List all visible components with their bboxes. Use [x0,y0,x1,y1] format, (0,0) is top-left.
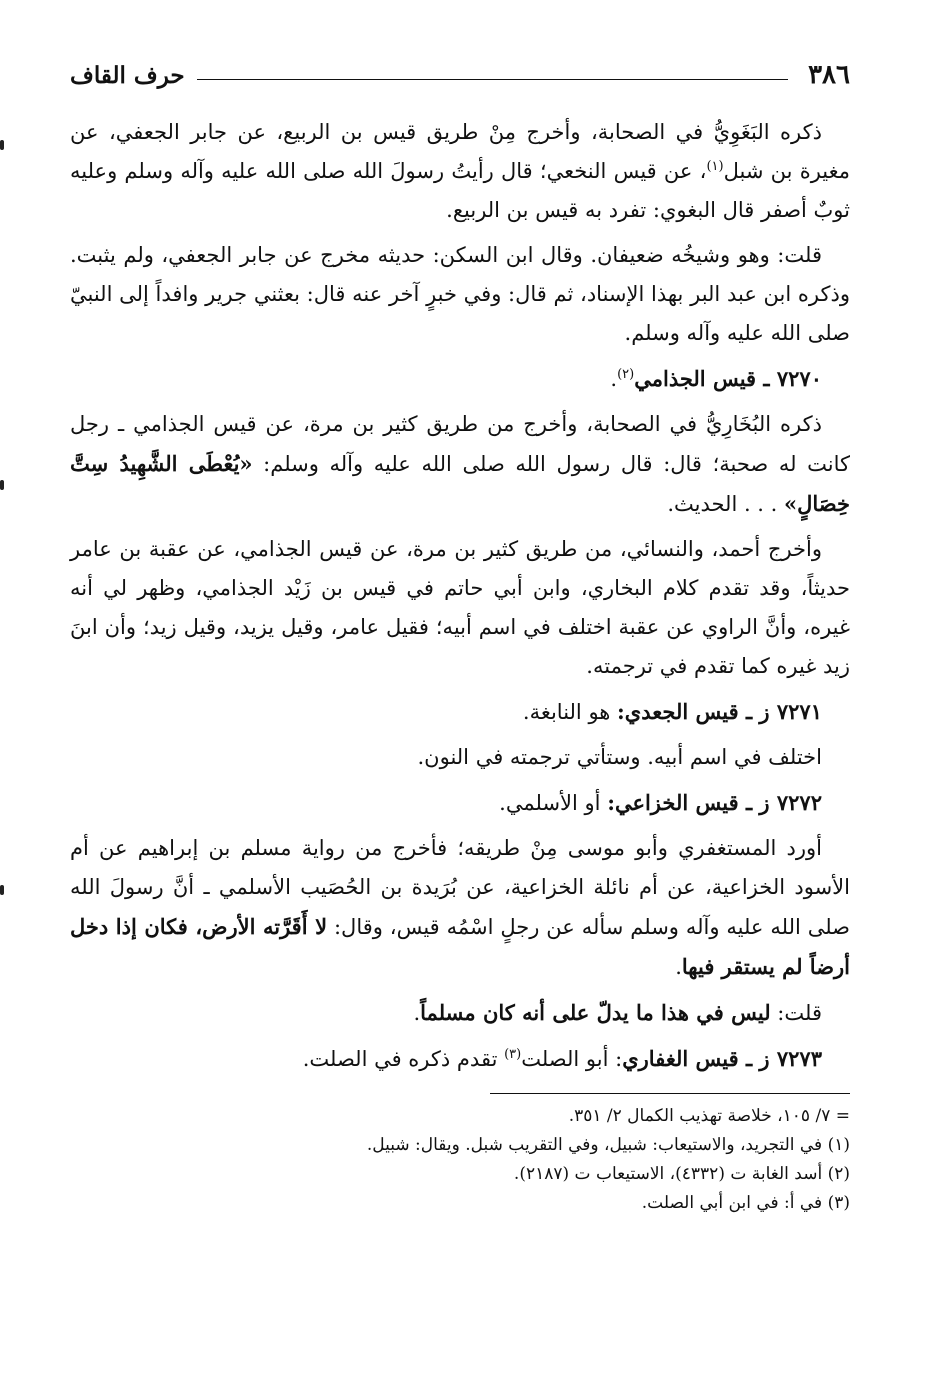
chapter-title: حرف القاف [70,61,185,89]
book-page [70,55,850,1218]
paragraph: قلت: وهو وشيخُه ضعيفان. وقال ابن السكن: حديثه مخرج عن جابر الجعفي، ولم يثبت. وذكره ابن عبد البر بهذا الإسناد، ثم قال: وفي خبرٍ آخر عنه قال: بعثني جرير وافداً إلى النبيّ صلى الله عليه وآله وسلم. [70,243,850,345]
footnote-ref: (١) [706,159,724,174]
footnote-rule [490,1093,850,1094]
footnote: (٢) أسد الغابة ت (٤٣٣٢)، الاستيعاب ت (٢١٨٧). [513,1164,850,1184]
main-text [70,113,850,1079]
footnote-ref: (٣) [504,1047,522,1062]
paragraph-text: ذكره البَغَوِيُّ في الصحابة، وأخرج مِنْ طريق قيس بن الربيع، عن جابر الجعفي، عن مغيرة بن شبل [70,120,851,183]
header-rule [197,79,788,80]
entry-heading [70,692,850,732]
page-number: ٣٨٦ [808,60,850,90]
footnotes [70,1093,850,1218]
margin-mark [0,480,4,490]
paragraph-text: أورد المستغفري وأبو موسى مِنْ طريقه؛ فأخرج من رواية مسلم بن إبراهيم عن أم الأسود الخزاعية، عن أم نائلة الخزاعية، عن بُرَيدة بن الحُصَيب الأسلمي ـ أنَّ رسولَ الله صلى الله عليه وآله وسلم سأله عن رجلٍ اسْمُه قيس، وقال: [70,836,850,939]
margin-mark [0,140,4,150]
paragraph [70,405,850,524]
paragraph: اختلف في اسم أبيه. وستأتي ترجمته في النون. [417,745,822,769]
entry-title: ٧٢٧٠ ـ قيس الجذامي [634,366,822,391]
paragraph-text: . [675,955,682,979]
entry-tail: تقدم ذكره في الصلت. [302,1047,505,1071]
entry-text: : أبو الصلت [521,1047,623,1071]
entry-title: ٧٢٧٢ ز ـ قيس الخزاعي: [607,790,822,815]
hadith-quote: «يُعْطَى الشَّهِيدُ سِتَّ خِصَالٍ» [70,451,850,516]
running-header [70,55,850,95]
paragraph-text: ، عن قيس النخعي؛ قال رأيتُ رسولَ الله صلى الله عليه وآله وسلم وعليه ثوبٌ أصفر قال البغوي: تفرد به قيس بن الربيع. [70,159,850,222]
paragraph-text: ذكره البُخَارِيُّ في الصحابة، وأخرج من طريق كثير بن مرة، عن قيس الجذامي ـ رجل كانت له صحبة؛ قال: قال رسول الله صلى الله عليه وآله وسلم: [70,412,850,476]
entry-heading [70,359,850,399]
paragraph [70,113,850,230]
paragraph: وأخرج أحمد، والنسائي، من طريق كثير بن مرة، عن قيس الجذامي، عن عقبة بن عامر حديثاً، وقد تقدم كلام البخاري، وابن أبي حاتم في قيس بن زَيْد الجذامي، وظهر لي أنه غيره، وأنَّ الراوي عن عقبة اختلف في اسم أبيه؛ فقيل عامر، وقيل يزيد، وقيل زيد؛ وأن ابنَ زيد غيره كما تقدم في ترجمته. [70,537,850,678]
entry-tail: هو النابغة. [522,700,618,724]
paragraph-text: . . . الحديث. [667,492,785,516]
entry-tail: أو الأسلمي. [499,791,608,815]
entry-tail: . [610,367,618,391]
footnote: = ٧/ ١٠٥، خلاصة تهذيب الكمال ٢/ ٣٥١. [568,1106,850,1126]
footnote-ref: (٢) [617,367,635,382]
entry-title: ٧٢٧١ ز ـ قيس الجعدي: [617,699,822,724]
footnote: (٣) في أ: في ابن أبي الصلت. [641,1193,850,1213]
paragraph [70,993,850,1033]
footnote: (١) في التجريد، والاستيعاب: شبيل، وفي التقريب شبل. ويقال: شبيل. [366,1135,850,1155]
entry-heading [70,1039,850,1079]
entry-heading [70,783,850,823]
hadith-quote: لا أَقَرَّته الأرض، فكان إذا دخل أرضاً لم يستقر فيها [70,914,850,979]
paragraph [70,829,850,987]
margin-mark [0,885,4,895]
paragraph-text: . [413,1001,421,1025]
paragraph-text: قلت: [770,1001,822,1025]
emphasis-text: ليس في هذا ما يدلّ على أنه كان مسلماً [420,1000,771,1025]
entry-title: ٧٢٧٣ ز ـ قيس الغفاري [622,1046,822,1071]
